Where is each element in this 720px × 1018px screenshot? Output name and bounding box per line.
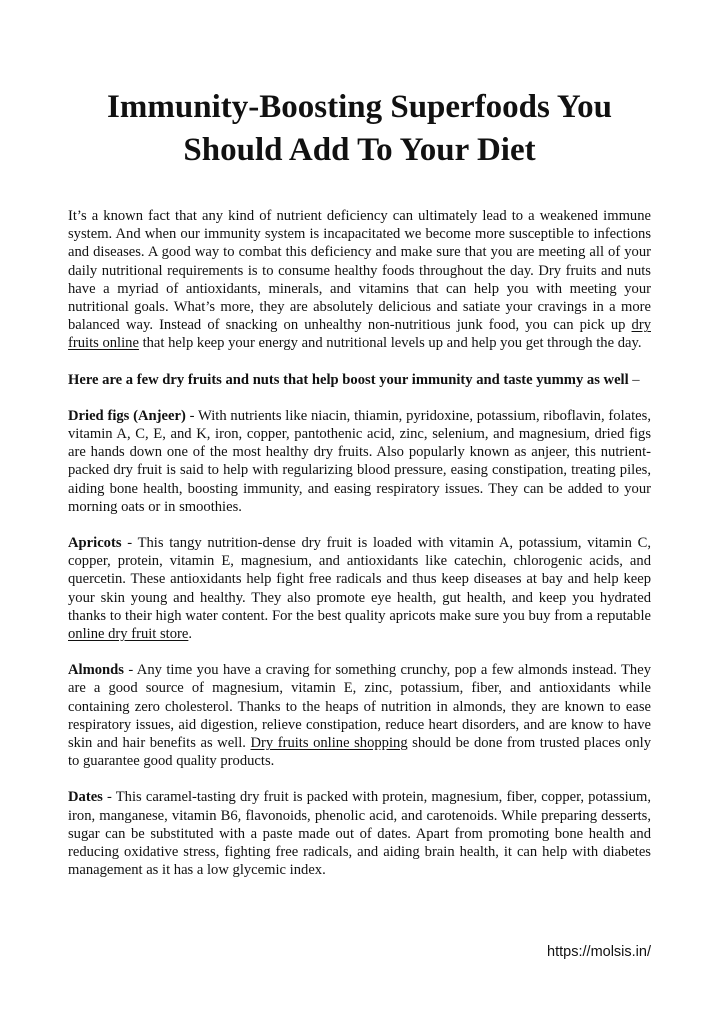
document-page bbox=[68, 86, 651, 880]
list-heading-suffix: – bbox=[628, 371, 640, 388]
list-heading bbox=[68, 371, 651, 389]
item-almonds-text: - Any time you have a craving for something crunchy, pop a few almonds instead. They are a good source of magnesium, vitamin E, zinc, potassium, fiber, and antioxidants while containing zero cholesterol. Thanks to the heaps of nutrition in almonds, they are known to ease respiratory issues, aid digestion, relieve constipation, reduce heart disorders, and are know to have skin and hair benefits as well. bbox=[68, 662, 651, 752]
item-apricots-text-end: . bbox=[188, 626, 193, 643]
online-dry-fruit-store-link[interactable]: online dry fruit store bbox=[68, 626, 189, 643]
item-dates-name: Dates bbox=[68, 789, 103, 806]
item-apricots bbox=[68, 534, 651, 643]
item-dates bbox=[68, 788, 651, 879]
intro-paragraph bbox=[68, 207, 651, 353]
item-apricots-text: - This tangy nutrition-dense dry fruit is loaded with vitamin A, potassium, vitamin C, copper, protein, vitamin E, magnesium, and antioxidants like catechin, chlorogenic acids, and quercetin. These antioxidants help fight free radicals and thus keep diseases at bay and help keep your skin young and healthy. They also promote eye health, gut health, and keep you hydrated thanks to their high water content. For the best quality apricots make sure you buy from a reputable bbox=[68, 535, 651, 624]
item-almonds-name: Almonds bbox=[68, 662, 124, 679]
item-almonds bbox=[68, 661, 651, 770]
item-figs bbox=[68, 407, 651, 516]
item-apricots-name: Apricots bbox=[68, 535, 122, 552]
item-dates-text: - This caramel-tasting dry fruit is packed with protein, magnesium, fiber, copper, potassium, iron, manganese, vitamin B6, flavonoids, phenolic acid, and carotenoids. While preparing desserts, sugar can be substituted with a paste made out of dates. Apart from promoting bone health and reducing oxidative stress, fighting free radicals, and aiding brain health, it can help with diabetes management as it has a low glycemic index. bbox=[68, 789, 651, 879]
intro-text-end: that help keep your energy and nutritional levels up and help you get through the day. bbox=[138, 335, 642, 352]
list-heading-bold: Here are a few dry fruits and nuts that help boost your immunity and taste yummy as well bbox=[68, 371, 629, 388]
item-almonds-text-end: should be done from trusted places only to guarantee good quality products. bbox=[68, 735, 651, 770]
title-line-2: Should Add To Your Diet bbox=[183, 132, 536, 168]
page-title bbox=[68, 86, 651, 172]
dry-fruits-online-link[interactable]: dry fruits online bbox=[68, 317, 651, 352]
dry-fruits-online-shopping-link[interactable]: Dry fruits online shopping bbox=[250, 735, 408, 752]
intro-text: It’s a known fact that any kind of nutrient deficiency can ultimately lead to a weakened immune system. And when our immunity system is incapacitated we become more susceptible to infections and diseases. A good way to combat this deficiency and make sure that you are meeting all of your daily nutritional requirements is to consume healthy foods throughout the day. Dry fruits and nuts have a myriad of antioxidants, minerals, and vitamins that can help you with meeting your nutritional goals. What’s more, they are absolutely delicious and satiate your cravings in a more balanced way. Instead of snacking on unhealthy non-nutritious junk food, you can pick up bbox=[68, 208, 651, 334]
item-figs-text: - With nutrients like niacin, thiamin, pyridoxine, potassium, riboflavin, folates, vitamin A, C, E, and K, iron, copper, pantothenic acid, zinc, selenium, and magnesium, dried figs are hands down one of the most healthy dry fruits. Also popularly known as anjeer, this nutrient-packed dry fruit is said to help with regularizing blood pressure, easing constipation, treating piles, aiding bone health, boosting immunity, and easing respiratory issues. They can be added to your morning oats or in smoothies. bbox=[68, 407, 651, 515]
item-figs-name: Dried figs (Anjeer) bbox=[68, 407, 186, 424]
footer-url: https://molsis.in/ bbox=[547, 944, 651, 960]
title-line-1: Immunity-Boosting Superfoods You bbox=[107, 89, 612, 125]
